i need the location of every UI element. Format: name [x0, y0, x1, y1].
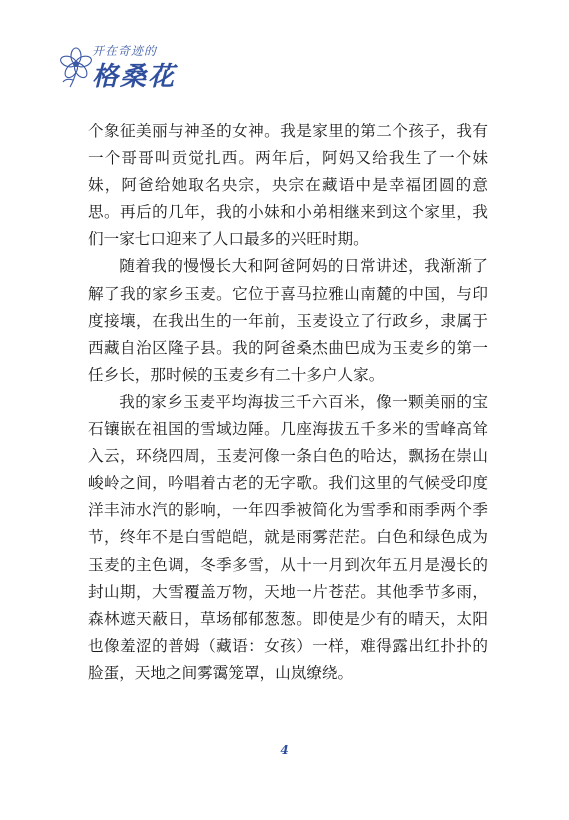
series-title: 开在奇迹的 [92, 44, 158, 58]
paragraph: 随着我的慢慢长大和阿爸阿妈的日常讲述，我渐渐了解了我的家乡玉麦。它位于喜马拉雅山南麓的中国，与印度接壤，在我出生的一年前，玉麦设立了行政乡，隶属于西藏自治区隆子县。我的阿爸桑杰曲巴成为玉麦乡的第一任乡长，那时候的玉麦乡有二十多户人家。 [88, 257, 488, 384]
paragraph: 我的家乡玉麦平均海拔三千六百米，像一颗美丽的宝石镶嵌在祖国的雪域边陲。几座海拔五千多米的雪峰高耸入云，环绕四周，玉麦河像一条白色的哈达，飘扬在崇山峻岭之间，吟唱着古老的无字歌。我们这里的气候受印度洋丰沛水汽的影响，一年四季被简化为雪季和雨季两个季节，终年不是白雪皑皑，就是雨雾茫茫。白色和绿色成为玉麦的主色调，冬季多雪，从十一月到次年五月是漫长的封山期，大雪覆盖万物，天地一片苍茫。其他季节多雨，森林遮天蔽日，草场郁郁葱葱。即使是少有的晴天，太阳也像羞涩的普姆（藏语：女孩）一样，难得露出红扑扑的脸蛋，天地之间雾霭笼罩，山岚缭绕。 [88, 392, 488, 682]
body-text [88, 118, 488, 687]
book-title: 格桑花 [92, 62, 177, 92]
flower-icon [56, 44, 96, 88]
page-number: 4 [280, 743, 289, 757]
running-header [56, 40, 216, 92]
paragraph: 个象征美丽与神圣的女神。我是家里的第二个孩子，我有一个哥哥叫贡觉扎西。两年后，阿妈又给我生了一个妹妹，阿爸给她取名央宗，央宗在藏语中是幸福团圆的意思。再后的几年，我的小妹和小弟相继来到这个家里，我们一家七口迎来了人口最多的兴旺时期。 [88, 122, 488, 249]
